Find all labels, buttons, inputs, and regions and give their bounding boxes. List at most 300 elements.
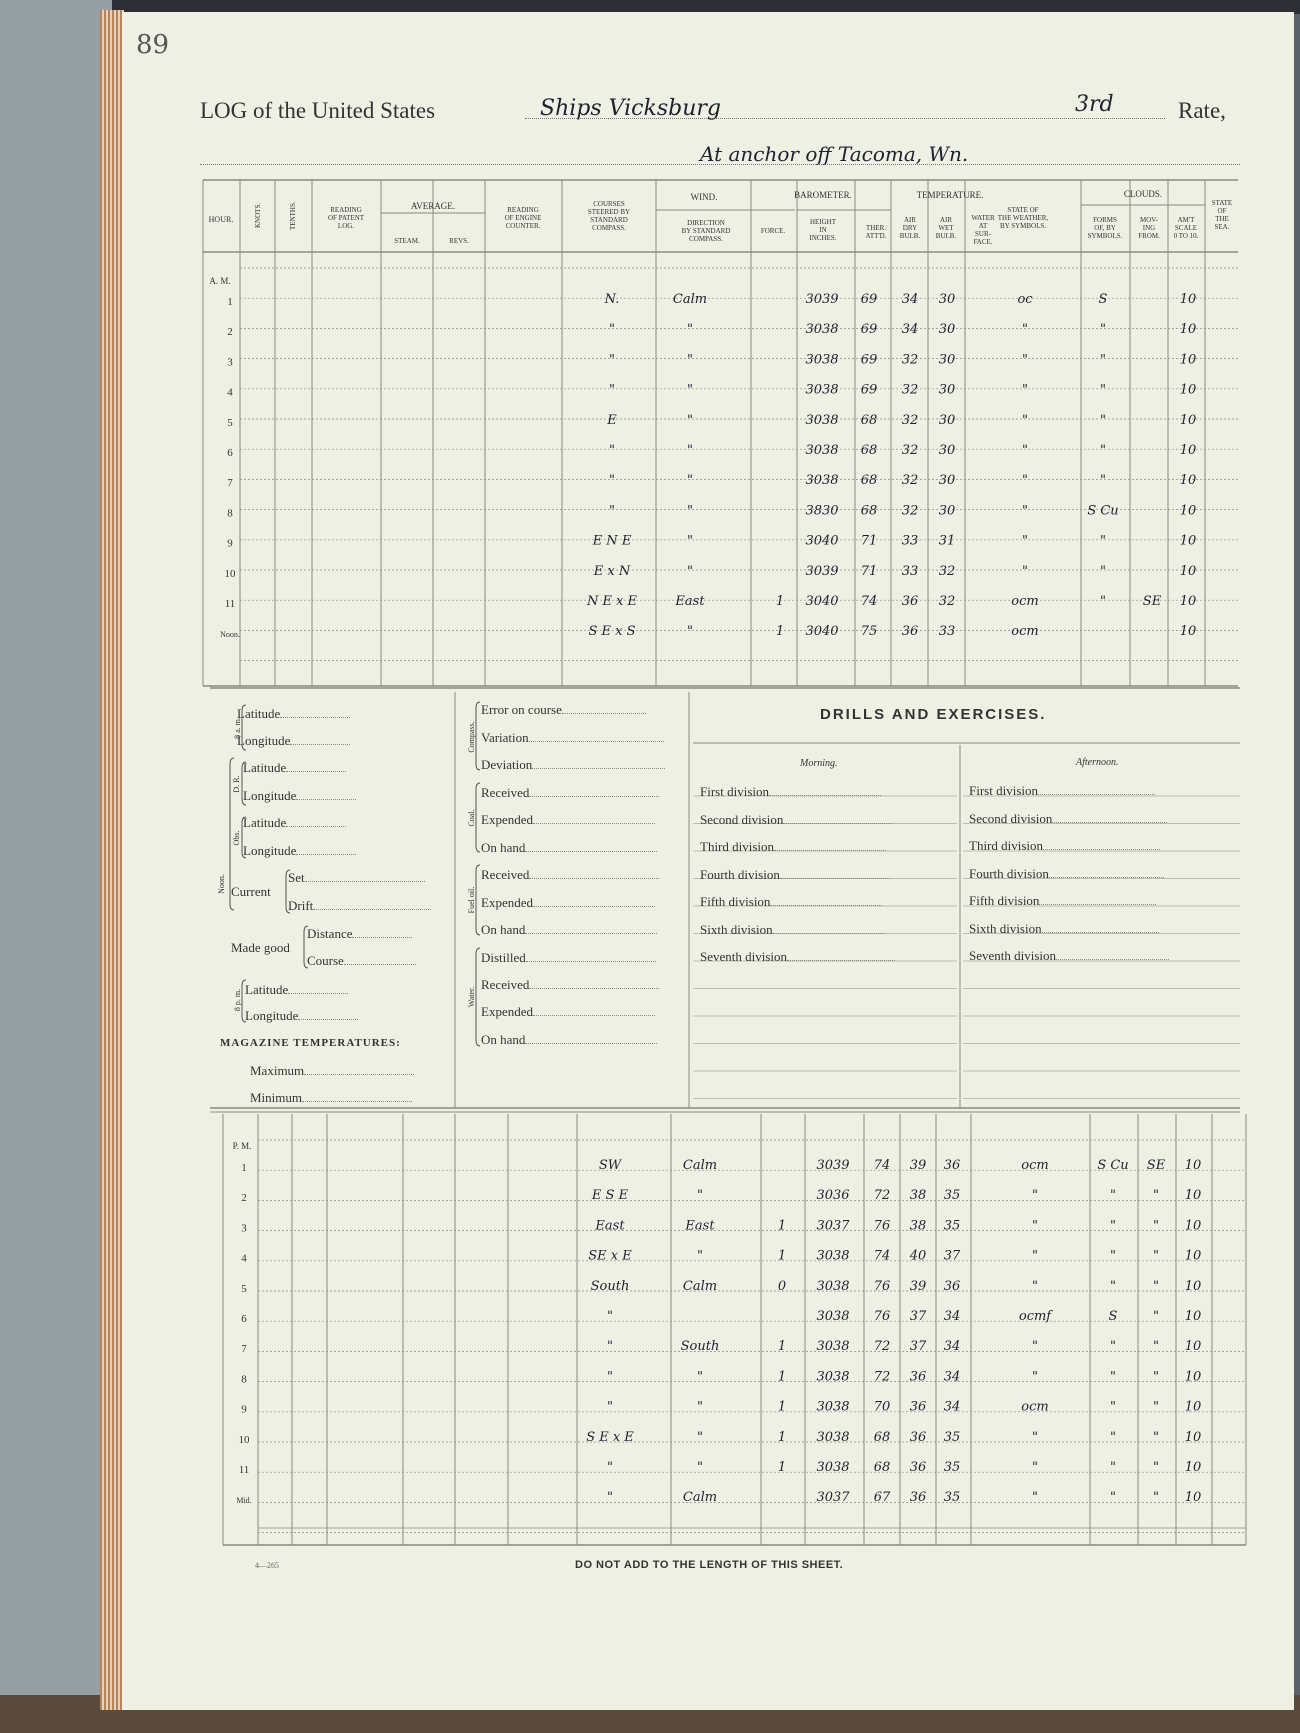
hour-label: 2 — [241, 1192, 247, 1205]
pm-wet-entry: 35 — [943, 1490, 961, 1506]
wind-header: WIND. — [690, 192, 718, 202]
maximum-label: Maximum — [250, 1063, 414, 1079]
pm-forms-entry: " — [1110, 1490, 1116, 1506]
pm-force-entry: 1 — [777, 1369, 787, 1385]
am-wet-entry: 32 — [938, 594, 956, 609]
air-dry-header: DRY — [902, 224, 918, 232]
am-forms-entry: " — [1100, 563, 1106, 579]
pm-direction-entry: Calm — [682, 1158, 718, 1173]
pm-ther-entry: 74 — [873, 1248, 891, 1264]
pm-course-entry: " — [607, 1460, 613, 1475]
pm-course-entry: " — [607, 1369, 613, 1385]
pm-height-entry: 3037 — [816, 1490, 850, 1506]
height-header: HEIGHT — [809, 218, 837, 226]
am-ther-entry: 69 — [860, 382, 878, 398]
am-amount-entry: 10 — [1179, 533, 1197, 549]
pm-dry-entry: 36 — [909, 1399, 927, 1415]
pm-amount-entry: 10 — [1184, 1248, 1202, 1264]
pm-wet-entry: 35 — [943, 1218, 961, 1234]
pm-weather-entry: ocmf — [1018, 1309, 1052, 1324]
label-8am: 8 a. m. — [233, 717, 242, 739]
am-forms-entry: " — [1100, 533, 1106, 549]
pm-moving-entry: " — [1153, 1248, 1159, 1264]
water-expended-label: Expended — [481, 1004, 655, 1020]
pm-forms-entry: " — [1110, 1399, 1116, 1415]
hour-label: 8 — [227, 507, 233, 520]
pm-course-entry: " — [607, 1339, 613, 1355]
pm-weather-entry: " — [1032, 1278, 1038, 1294]
am-ther-entry: 74 — [860, 594, 878, 609]
am-ther-entry: 71 — [860, 563, 878, 579]
am-height-entry: 3039 — [805, 563, 839, 579]
current-label: Current — [231, 884, 271, 899]
pm-dry-entry: 37 — [909, 1339, 927, 1355]
hour-label: 1 — [227, 296, 233, 308]
pm-ther-entry: 67 — [873, 1490, 891, 1506]
morning-division-label: Seventh division — [700, 949, 895, 965]
am-amount-entry: 10 — [1179, 382, 1197, 398]
pm-height-entry: 3036 — [816, 1188, 850, 1204]
pm-dry-entry: 39 — [909, 1158, 927, 1173]
am-ther-entry: 69 — [860, 352, 878, 368]
revs-header: REVS. — [449, 237, 469, 245]
air-dry-header: BULB. — [899, 232, 921, 240]
am-forms-entry: " — [1100, 594, 1106, 609]
am-forms-entry: " — [1100, 352, 1106, 368]
coal-received-label: Received — [481, 785, 659, 801]
am-forms-entry: S Cu — [1087, 503, 1119, 519]
pm-ther-entry: 74 — [873, 1158, 891, 1173]
latitude-dr-label: Latitude — [243, 760, 346, 776]
label-noon: Noon. — [217, 874, 226, 894]
pm-direction-entry: " — [697, 1460, 703, 1475]
am-weather-entry: " — [1022, 443, 1028, 458]
morning-division-label: Sixth division — [700, 922, 885, 938]
water-received-label: Received — [481, 977, 659, 993]
pm-dry-entry: 36 — [909, 1369, 927, 1385]
latitude-obs-label: Latitude — [243, 815, 346, 831]
fuel-expended-label: Expended — [481, 895, 655, 911]
amount-header: 0 TO 10. — [1173, 232, 1199, 240]
pm-weather-entry: " — [1032, 1339, 1038, 1355]
hour-label: 5 — [241, 1282, 247, 1295]
am-direction-entry: East — [675, 594, 705, 609]
weather-header: STATE OF — [1007, 206, 1039, 214]
pm-course-entry: S E x E — [586, 1429, 634, 1445]
moving-header: ING — [1142, 224, 1156, 232]
am-course-entry: " — [609, 443, 615, 458]
pm-height-entry: 3038 — [816, 1429, 850, 1445]
water-on-hand-label: On hand — [481, 1032, 657, 1048]
am-direction-entry: " — [687, 382, 693, 398]
am-height-entry: 3038 — [805, 412, 839, 428]
pm-wet-entry: 35 — [943, 1429, 961, 1445]
footer-notice: DO NOT ADD TO THE LENGTH OF THIS SHEET. — [575, 1559, 844, 1571]
location: At anchor off Tacoma, Wn. — [700, 142, 969, 166]
pm-weather-entry: ocm — [1021, 1158, 1049, 1173]
page-number: 89 — [136, 30, 170, 60]
height-header: INCHES. — [809, 234, 837, 242]
pm-moving-entry: " — [1153, 1399, 1159, 1415]
afternoon-division-label: Fifth division — [969, 893, 1156, 909]
pm-forms-entry: " — [1110, 1369, 1116, 1385]
am-weather-entry: " — [1022, 322, 1028, 338]
pm-height-entry: 3038 — [816, 1309, 850, 1324]
ther-header: THER. — [865, 224, 887, 232]
ship-name: Ships Vicksburg — [540, 96, 721, 121]
height-header: IN — [819, 226, 827, 234]
pm-course-entry: South — [590, 1278, 630, 1294]
pm-amount-entry: 10 — [1184, 1278, 1202, 1294]
am-height-entry: 3038 — [805, 322, 839, 338]
sea-header: SEA. — [1214, 223, 1230, 231]
deviation-label: Deviation — [481, 757, 665, 773]
pm-amount-entry: 10 — [1184, 1188, 1202, 1204]
hour-header: HOUR. — [208, 215, 234, 224]
pm-amount-entry: 10 — [1184, 1399, 1202, 1415]
coal-expended-label: Expended — [481, 812, 655, 828]
am-height-entry: 3038 — [805, 382, 839, 398]
am-forms-entry: " — [1100, 473, 1106, 489]
pm-course-entry: East — [595, 1218, 625, 1234]
pm-wet-entry: 36 — [943, 1158, 961, 1173]
pm-direction-entry: " — [697, 1188, 703, 1204]
pm-direction-entry: " — [697, 1369, 703, 1385]
am-ther-entry: 69 — [860, 292, 878, 307]
am-weather-entry: oc — [1017, 292, 1033, 307]
pm-dry-entry: 38 — [909, 1218, 927, 1234]
pm-course-entry: SW — [598, 1158, 622, 1173]
am-dry-entry: 32 — [901, 473, 919, 489]
direction-header: BY STANDARD — [681, 227, 731, 235]
pm-label: P. M. — [232, 1141, 252, 1151]
force-header: FORCE. — [760, 227, 786, 235]
label-8pm: 8 p. m. — [233, 988, 242, 1012]
pm-wet-entry: 36 — [943, 1278, 961, 1294]
forms-header: OF, BY — [1094, 224, 1116, 232]
pm-direction-entry: Calm — [682, 1278, 718, 1294]
temperature-header: TEMPERATURE. — [916, 190, 984, 200]
pm-ther-entry: 76 — [873, 1218, 891, 1234]
barometer-header: BAROMETER. — [794, 190, 852, 200]
water-header: FACE. — [973, 238, 993, 246]
pm-moving-entry: " — [1153, 1278, 1159, 1294]
am-course-entry: E x N — [593, 563, 631, 579]
drills-title: DRILLS AND EXERCISES. — [820, 706, 1047, 723]
pm-wet-entry: 37 — [943, 1248, 961, 1264]
afternoon-division-label: First division — [969, 783, 1155, 799]
am-forms-entry: " — [1100, 443, 1106, 458]
am-weather-entry: ocm — [1011, 594, 1039, 609]
pm-direction-entry: " — [697, 1399, 703, 1415]
am-course-entry: " — [609, 473, 615, 489]
pm-amount-entry: 10 — [1184, 1218, 1202, 1234]
hour-label: 2 — [227, 326, 233, 339]
pm-height-entry: 3038 — [816, 1369, 850, 1385]
hour-label: 5 — [227, 416, 233, 429]
weather-header: THE WEATHER, — [997, 214, 1049, 222]
am-direction-entry: " — [687, 412, 693, 428]
hour-label: 11 — [238, 1464, 250, 1476]
pm-amount-entry: 10 — [1184, 1369, 1202, 1385]
hour-label: 6 — [241, 1313, 247, 1325]
hour-label: 11 — [224, 598, 236, 610]
pm-dry-entry: 36 — [909, 1490, 927, 1506]
hour-label: 3 — [227, 356, 233, 369]
afternoon-division-label: Second division — [969, 811, 1167, 827]
am-dry-entry: 33 — [901, 533, 919, 549]
am-dry-entry: 36 — [901, 624, 919, 640]
pm-moving-entry: " — [1153, 1218, 1159, 1234]
made-good-label: Made good — [231, 940, 290, 955]
pm-force-entry: 1 — [777, 1399, 787, 1415]
pm-moving-entry: " — [1153, 1309, 1159, 1324]
pm-weather-entry: " — [1032, 1490, 1038, 1506]
am-label: A. M. — [209, 276, 231, 286]
pm-forms-entry: " — [1110, 1339, 1116, 1355]
pm-direction-entry: Calm — [682, 1490, 718, 1506]
am-height-entry: 3830 — [805, 503, 839, 519]
sea-header: THE — [1215, 215, 1229, 223]
hour-label: 9 — [241, 1403, 247, 1416]
steam-header: STEAM. — [394, 237, 420, 245]
afternoon-division-label: Fourth division — [969, 866, 1164, 882]
hour-label: 4 — [241, 1252, 247, 1265]
pm-dry-entry: 36 — [909, 1429, 927, 1445]
air-wet-header: AIR — [939, 216, 953, 224]
am-wet-entry: 33 — [938, 624, 956, 640]
pm-forms-entry: S — [1108, 1309, 1118, 1324]
pm-forms-entry: S Cu — [1097, 1158, 1129, 1173]
water-distilled-label: Distilled — [481, 950, 656, 966]
am-direction-entry: " — [687, 624, 693, 640]
pm-ther-entry: 72 — [873, 1339, 891, 1355]
am-height-entry: 3038 — [805, 473, 839, 489]
am-wet-entry: 31 — [938, 533, 956, 549]
pm-entries — [586, 1158, 1201, 1505]
am-direction-entry: " — [687, 443, 693, 458]
log-title: LOG of the United States — [200, 98, 436, 123]
pm-course-entry: SE x E — [588, 1248, 632, 1264]
fuel-received-label: Received — [481, 867, 659, 883]
am-weather-entry: " — [1022, 352, 1028, 368]
water-header: SUR- — [975, 230, 991, 238]
water-header: AT — [978, 222, 988, 230]
am-ther-entry: 75 — [860, 624, 878, 640]
pm-amount-entry: 10 — [1184, 1490, 1202, 1506]
pm-height-entry: 3038 — [816, 1339, 850, 1355]
pm-dry-entry: 37 — [909, 1309, 927, 1324]
am-ther-entry: 68 — [860, 412, 878, 428]
hour-label: 1 — [241, 1162, 247, 1174]
pm-weather-entry: " — [1032, 1460, 1038, 1475]
pm-force-entry: 1 — [777, 1218, 787, 1234]
rate-value: 3rd — [1075, 92, 1114, 117]
am-amount-entry: 10 — [1179, 594, 1197, 609]
patent-log-header: OF PATENT — [327, 214, 365, 222]
ther-header: ATT'D. — [865, 232, 887, 240]
amount-header: AM'T — [1177, 216, 1195, 224]
am-force-entry: 1 — [775, 594, 785, 609]
am-amount-entry: 10 — [1179, 563, 1197, 579]
pm-dry-entry: 36 — [909, 1460, 927, 1475]
am-course-entry: " — [609, 322, 615, 338]
moving-header: FROM. — [1138, 232, 1160, 240]
am-amount-entry: 10 — [1179, 352, 1197, 368]
hour-label: 9 — [227, 537, 233, 550]
am-height-entry: 3038 — [805, 443, 839, 458]
forms-header: SYMBOLS. — [1087, 232, 1123, 240]
latitude-8am-label: Latitude — [237, 706, 350, 722]
error-on-course-label: Error on course — [481, 702, 646, 718]
am-direction-entry: " — [687, 533, 693, 549]
direction-header: DIRECTION — [687, 219, 725, 227]
engine-counter-header: OF ENGINE — [504, 214, 542, 222]
pm-moving-entry: " — [1153, 1369, 1159, 1385]
pm-dry-entry: 38 — [909, 1188, 927, 1204]
variation-label: Variation — [481, 730, 664, 746]
morning-division-label: Fifth division — [700, 894, 882, 910]
pm-weather-entry: " — [1032, 1369, 1038, 1385]
courses-header: COURSES — [593, 200, 625, 208]
water-header: WATER — [971, 214, 995, 222]
pm-ther-entry: 76 — [873, 1278, 891, 1294]
am-ther-entry: 68 — [860, 443, 878, 458]
am-wet-entry: 30 — [938, 322, 956, 338]
am-dry-entry: 33 — [901, 563, 919, 579]
hour-label: 7 — [227, 477, 233, 490]
pm-ther-entry: 72 — [873, 1369, 891, 1385]
afternoon-division-label: Third division — [969, 838, 1160, 854]
engine-counter-header: COUNTER. — [505, 222, 541, 230]
hour-label: 8 — [241, 1373, 247, 1386]
am-course-entry: " — [609, 382, 615, 398]
am-wet-entry: 30 — [938, 473, 956, 489]
amount-header: SCALE — [1174, 224, 1198, 232]
longitude-obs-label: Longitude — [243, 843, 356, 859]
pm-force-entry: 1 — [777, 1460, 787, 1475]
am-course-entry: E — [607, 412, 617, 428]
pm-amount-entry: 10 — [1184, 1309, 1202, 1324]
pm-moving-entry: " — [1153, 1429, 1159, 1445]
pm-wet-entry: 34 — [943, 1399, 961, 1415]
pm-amount-entry: 10 — [1184, 1158, 1202, 1173]
pm-wet-entry: 35 — [943, 1188, 961, 1204]
am-ther-entry: 69 — [860, 322, 878, 338]
am-direction-entry: " — [687, 563, 693, 579]
am-amount-entry: 10 — [1179, 322, 1197, 338]
am-height-entry: 3039 — [805, 292, 839, 307]
am-forms-entry: " — [1100, 382, 1106, 398]
pm-dry-entry: 39 — [909, 1278, 927, 1294]
pm-forms-entry: " — [1110, 1248, 1116, 1264]
clouds-header: CLOUDS. — [1123, 189, 1163, 199]
hour-label: 6 — [227, 447, 233, 459]
am-height-entry: 3040 — [805, 624, 839, 640]
pm-force-entry: 1 — [777, 1429, 787, 1445]
am-direction-entry: " — [687, 473, 693, 489]
pm-amount-entry: 10 — [1184, 1460, 1202, 1475]
pm-direction-entry: East — [685, 1218, 715, 1234]
pm-forms-entry: " — [1110, 1278, 1116, 1294]
pm-ther-entry: 72 — [873, 1188, 891, 1204]
am-forms-entry: S — [1098, 292, 1108, 307]
am-dry-entry: 34 — [901, 322, 919, 338]
pm-amount-entry: 10 — [1184, 1339, 1202, 1355]
pm-course-entry: " — [607, 1309, 613, 1324]
sea-header: STATE — [1211, 199, 1233, 207]
longitude-8am-label: Longitude — [237, 733, 350, 749]
pm-force-entry: 1 — [777, 1339, 787, 1355]
am-dry-entry: 32 — [901, 382, 919, 398]
pm-height-entry: 3038 — [816, 1248, 850, 1264]
pm-force-entry: 0 — [777, 1278, 787, 1294]
pm-forms-entry: " — [1110, 1218, 1116, 1234]
distance-label: Distance — [307, 926, 412, 942]
am-ther-entry: 68 — [860, 503, 878, 519]
am-amount-entry: 10 — [1179, 473, 1197, 489]
forms-header: FORMS — [1093, 216, 1117, 224]
morning-division-label: First division — [700, 784, 881, 800]
pm-moving-entry: " — [1153, 1460, 1159, 1475]
air-dry-header: AIR — [903, 216, 917, 224]
am-wet-entry: 30 — [938, 382, 956, 398]
pm-force-entry: 1 — [777, 1248, 787, 1264]
pm-moving-entry: SE — [1146, 1158, 1166, 1173]
am-wet-entry: 32 — [938, 563, 956, 579]
water-label: Water. — [467, 986, 476, 1008]
am-force-entry: 1 — [775, 624, 785, 640]
am-weather-entry: " — [1022, 382, 1028, 398]
longitude-dr-label: Longitude — [243, 788, 356, 804]
coal-on-hand-label: On hand — [481, 840, 657, 856]
weather-header: BY SYMBOLS. — [999, 222, 1047, 230]
courses-header: STANDARD — [590, 216, 628, 224]
patent-log-header: READING — [330, 206, 362, 214]
tenths-header: TENTHS. — [289, 201, 297, 230]
am-forms-entry: " — [1100, 322, 1106, 338]
pm-forms-entry: " — [1110, 1188, 1116, 1204]
hour-label: 4 — [227, 386, 233, 399]
am-course-entry: " — [609, 503, 615, 519]
pm-moving-entry: " — [1153, 1188, 1159, 1204]
average-header: AVERAGE. — [410, 201, 456, 211]
pm-weather-entry: " — [1032, 1248, 1038, 1264]
am-wet-entry: 30 — [938, 503, 956, 519]
fuel-label: Fuel oil. — [467, 886, 476, 914]
hour-label: Noon. — [220, 630, 240, 640]
hour-label: 10 — [238, 1433, 250, 1446]
am-ther-entry: 71 — [860, 533, 878, 549]
am-dry-entry: 34 — [901, 292, 919, 307]
am-course-entry: N. — [604, 292, 620, 307]
pm-direction-entry: " — [697, 1248, 703, 1264]
pm-wet-entry: 35 — [943, 1460, 961, 1475]
drift-label: Drift — [288, 898, 431, 914]
am-weather-entry: " — [1022, 533, 1028, 549]
am-course-entry: E N E — [592, 533, 632, 549]
am-amount-entry: 10 — [1179, 503, 1197, 519]
compass-label: Compass. — [467, 721, 476, 753]
pm-wet-entry: 34 — [943, 1309, 961, 1324]
hour-label: 10 — [224, 567, 236, 580]
pm-height-entry: 3038 — [816, 1399, 850, 1415]
am-direction-entry: " — [687, 503, 693, 519]
set-label: Set — [288, 870, 425, 886]
am-weather-entry: " — [1022, 563, 1028, 579]
am-direction-entry: Calm — [672, 292, 708, 307]
pm-weather-entry: ocm — [1021, 1399, 1049, 1415]
